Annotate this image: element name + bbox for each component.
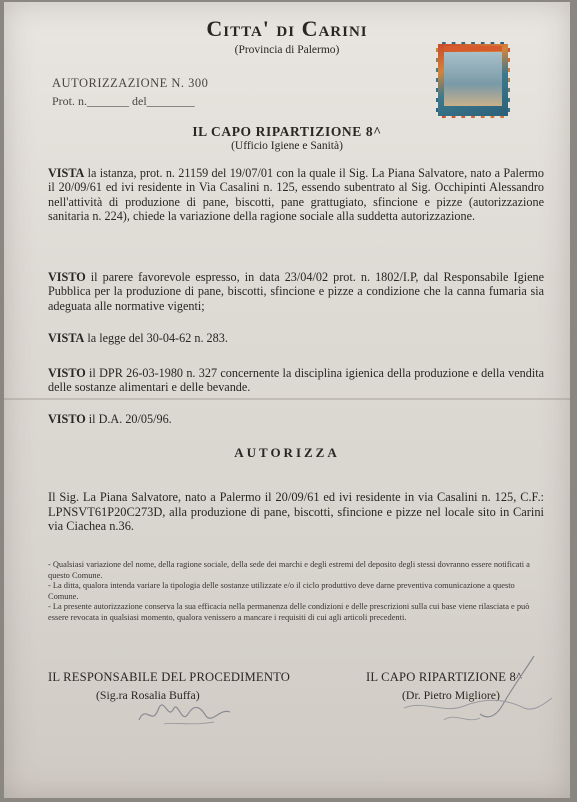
paragraph-label: VISTA	[48, 166, 85, 180]
paragraph-text: il DPR 26-03-1980 n. 327 concernente la disciplina igienica della produzione e della vendita delle sostanze alimentari e delle bevande.	[48, 366, 544, 395]
protocol-line: Prot. n._______ del________	[52, 94, 195, 108]
paragraph-label: VISTO	[48, 366, 86, 380]
province-label: (Provincia di Palermo)	[234, 44, 340, 56]
paragraph-text: il parere favorevole espresso, in data 23/04/02 prot. n. 1802/I.P, dal Responsabile Igiene Pubblica per la produzione di pane, biscotti, sfincione e pizze a condizione che la canna fumaria sia adeguata alle normative vigenti;	[48, 270, 544, 313]
decision-text: Il Sig. La Piana Salvatore, nato a Palermo il 20/09/61 ed ivi residente in via Casalini n. 125, C.F.: LPNSVT61P20C273D, alla produzione di pane, biscotti, sfincione e pizze nel locale sito in Carini via Ciachea n.36.	[48, 490, 544, 534]
notes-list	[48, 560, 540, 624]
city-title: Citta' di Carini	[206, 16, 368, 41]
left-signature-name: (Sig.ra Rosalia Buffa)	[96, 688, 200, 702]
paragraph-label: VISTA	[48, 331, 85, 345]
paragraph-text: il D.A. 20/05/96.	[85, 412, 172, 426]
paragraph-text: la legge del 30-04-62 n. 283.	[84, 331, 228, 345]
paragraph-label: VISTO	[48, 412, 86, 426]
authorization-number: AUTORIZZAZIONE N. 300	[52, 76, 209, 90]
office-head: IL CAPO RIPARTIZIONE 8^	[192, 124, 382, 139]
paragraph-visto-da	[48, 412, 544, 426]
paragraph-vista-legge	[48, 331, 544, 345]
paragraph-visto-parere	[48, 270, 544, 313]
paragraph-vista	[48, 166, 544, 224]
paragraph-label: VISTO	[48, 270, 86, 284]
decision-heading: AUTORIZZA	[234, 445, 340, 460]
paragraph-text: la istanza, prot. n. 21159 del 19/07/01 con la quale il Sig. La Piana Salvatore, nato a Palermo il 20/09/61 ed ivi residente in Via Casalini n. 125, essendo subentrato al Sig. Occhipinti Alessandro nell'attività di produzione di pane, biscotti, pane grattugiato, sfincione e pizze (autorizzazione sanitaria n. 224), chiede la variazione della ragione sociale alla suddetta autorizzazione.	[48, 166, 544, 224]
right-signature-title: IL CAPO RIPARTIZIONE 8^	[366, 670, 523, 684]
note-item: - La ditta, qualora intenda variare la tipologia delle sostanze utilizzate e/o il ciclo produttivo deve darne preventiva comunicazione a questo Comune.	[48, 581, 515, 601]
paragraph-visto-dpr	[48, 366, 544, 395]
document-sheet	[4, 2, 570, 798]
revenue-stamp-icon	[436, 42, 510, 118]
left-handwritten-signature	[134, 696, 244, 730]
left-signature-title: IL RESPONSABILE DEL PROCEDIMENTO	[48, 670, 291, 684]
right-signature-name: (Dr. Pietro Migliore)	[402, 688, 500, 702]
right-handwritten-signature	[384, 648, 564, 732]
office-department: (Ufficio Igiene e Sanità)	[231, 140, 343, 152]
note-item: - La presente autorizzazione conserva la sua efficacia nella permanenza delle condizioni e delle prescrizioni sulla cui base viene rilasciata e può essere revocata in qualsiasi momento, qualora venissero a mancare i requisiti di cui agli articoli precedenti.	[48, 602, 530, 622]
note-item: - Qualsiasi variazione del nome, della ragione sociale, della sede dei marchi e degli estremi del deposito degli stessi dovranno essere notificati a questo Comune.	[48, 560, 530, 580]
stamp-picture	[444, 52, 502, 106]
paper-fold	[4, 398, 570, 400]
stamp-band	[444, 46, 502, 51]
